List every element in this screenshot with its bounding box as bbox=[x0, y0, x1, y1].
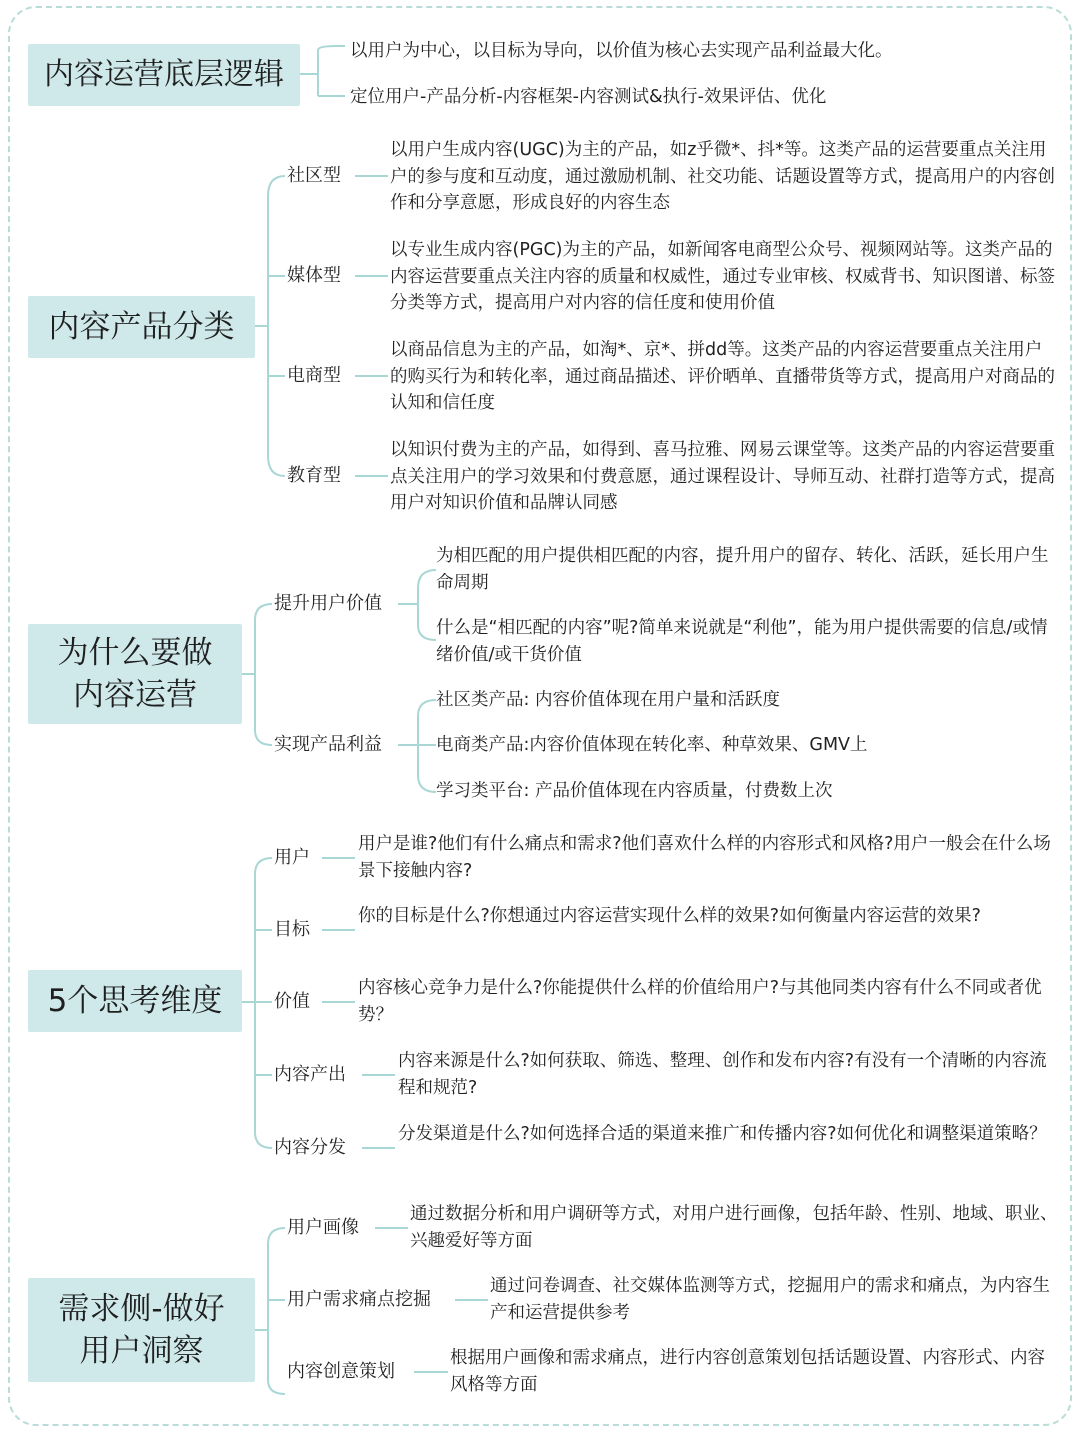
logic-line-2: 定位用户-产品分析-内容框架-内容测试&执行-效果评估、优化 bbox=[350, 87, 827, 107]
dim-user: 用户 bbox=[274, 847, 310, 868]
education-description: 以知识付费为主的产品，如得到、喜马拉雅、网易云课堂等。这类产品的内容运营要重点关注用户的学习效果和付费意愿，通过课程设计、导师互动、社群打造等方式，提高用户对知识价值和品牌认同感 bbox=[390, 440, 1055, 513]
branch-user-value: 提升用户价值 bbox=[274, 593, 382, 614]
why-title-line-2: 内容运营 bbox=[73, 677, 197, 713]
node-content-logic: 内容运营底层逻辑 bbox=[28, 44, 300, 106]
benefit-leaf-learning: 学习类平台: 产品价值体现在内容质量，付费数上次 bbox=[436, 781, 833, 801]
benefit-leaf-community: 社区类产品: 内容价值体现在用户量和活跃度 bbox=[436, 690, 780, 710]
dim-goal: 目标 bbox=[274, 919, 310, 940]
dim-content-distribution: 内容分发 bbox=[274, 1137, 346, 1158]
why-title-line-1: 为什么要做 bbox=[57, 635, 213, 671]
branch-ecommerce: 电商型 bbox=[287, 365, 341, 386]
branch-user-persona: 用户画像 bbox=[287, 1217, 359, 1238]
user-persona-text: 通过数据分析和用户调研等方式，对用户进行画像，包括年龄、性别、地域、职业、兴趣爱好等方面 bbox=[410, 1204, 1058, 1251]
dim-goal-text: 你的目标是什么?你想通过内容运营实现什么样的效果?如何衡量内容运营的效果? bbox=[358, 906, 981, 926]
dim-value-text: 内容核心竞争力是什么?你能提供什么样的价值给用户?与其他同类内容有什么不同或者优势？ bbox=[358, 978, 1042, 1025]
demand-title-line-1: 需求侧-做好 bbox=[58, 1291, 225, 1327]
ecommerce-description: 以商品信息为主的产品，如淘*、京*、拼dd等。这类产品的内容运营要重点关注用户的购买行为和转化率，通过商品描述、评价晒单、直播带货等方式，提高用户对商品的认知和信任度 bbox=[390, 340, 1055, 413]
node-five-dimensions: 5个思考维度 bbox=[28, 970, 242, 1032]
demand-title-line-2: 用户洞察 bbox=[79, 1333, 204, 1369]
media-description: 以专业生成内容(PGC)为主的产品，如新闻客电商型公众号、视频网站等。这类产品的内容运营要重点关注内容的质量和权威性，通过专业审核、权威背书、知识图谱、标签分类等方式，提高用户对内容的信任度和使用价值 bbox=[390, 240, 1055, 313]
branch-community: 社区型 bbox=[287, 165, 341, 186]
branch-media: 媒体型 bbox=[287, 265, 341, 286]
dim-content-production: 内容产出 bbox=[274, 1064, 346, 1085]
creative-planning-text: 根据用户画像和需求痛点，进行内容创意策划包括话题设置、内容形式、内容风格等方面 bbox=[450, 1348, 1045, 1395]
branch-pain-point-mining: 用户需求痛点挖掘 bbox=[287, 1289, 431, 1310]
dim-user-text: 用户是谁?他们有什么痛点和需求?他们喜欢什么样的内容形式和风格?用户一般会在什么场景下接触内容? bbox=[358, 834, 1051, 881]
branch-creative-planning: 内容创意策划 bbox=[287, 1361, 395, 1382]
logic-line-1: 以用户为中心，以目标为导向，以价值为核心去实现产品利益最大化。 bbox=[350, 41, 893, 61]
node-demand-insight bbox=[28, 1278, 255, 1382]
dim-content-production-text: 内容来源是什么?如何获取、筛选、整理、创作和发布内容?有没有一个清晰的内容流程和规范? bbox=[398, 1051, 1047, 1098]
branch-education: 教育型 bbox=[287, 465, 341, 486]
pain-point-mining-text: 通过问卷调查、社交媒体监测等方式，挖掘用户的需求和痛点，为内容生产和运营提供参考 bbox=[490, 1276, 1050, 1323]
benefit-leaf-ecommerce: 电商类产品:内容价值体现在转化率、种草效果、GMV上 bbox=[436, 735, 868, 755]
node-why-content-ops bbox=[28, 624, 242, 724]
node-product-classification: 内容产品分类 bbox=[28, 296, 255, 358]
branch-product-benefit: 实现产品利益 bbox=[274, 734, 382, 755]
dim-value: 价值 bbox=[274, 991, 310, 1012]
dim-content-distribution-text: 分发渠道是什么?如何选择合适的渠道来推广和传播内容?如何优化和调整渠道策略？ bbox=[398, 1124, 1047, 1144]
user-value-leaf-2: 什么是“相匹配的内容”呢?简单来说就是“利他”，能为用户提供需要的信息/或情绪价值/或干货价值 bbox=[436, 618, 1048, 665]
community-description: 以用户生成内容(UGC)为主的产品，如z乎微*、抖*等。这类产品的运营要重点关注用户的参与度和互动度，通过激励机制、社交功能、话题设置等方式，提高用户的内容创作和分享意愿，形成良好的内容生态 bbox=[390, 140, 1055, 213]
user-value-leaf-1: 为相匹配的用户提供相匹配的内容，提升用户的留存、转化、活跃，延长用户生命周期 bbox=[436, 546, 1049, 593]
